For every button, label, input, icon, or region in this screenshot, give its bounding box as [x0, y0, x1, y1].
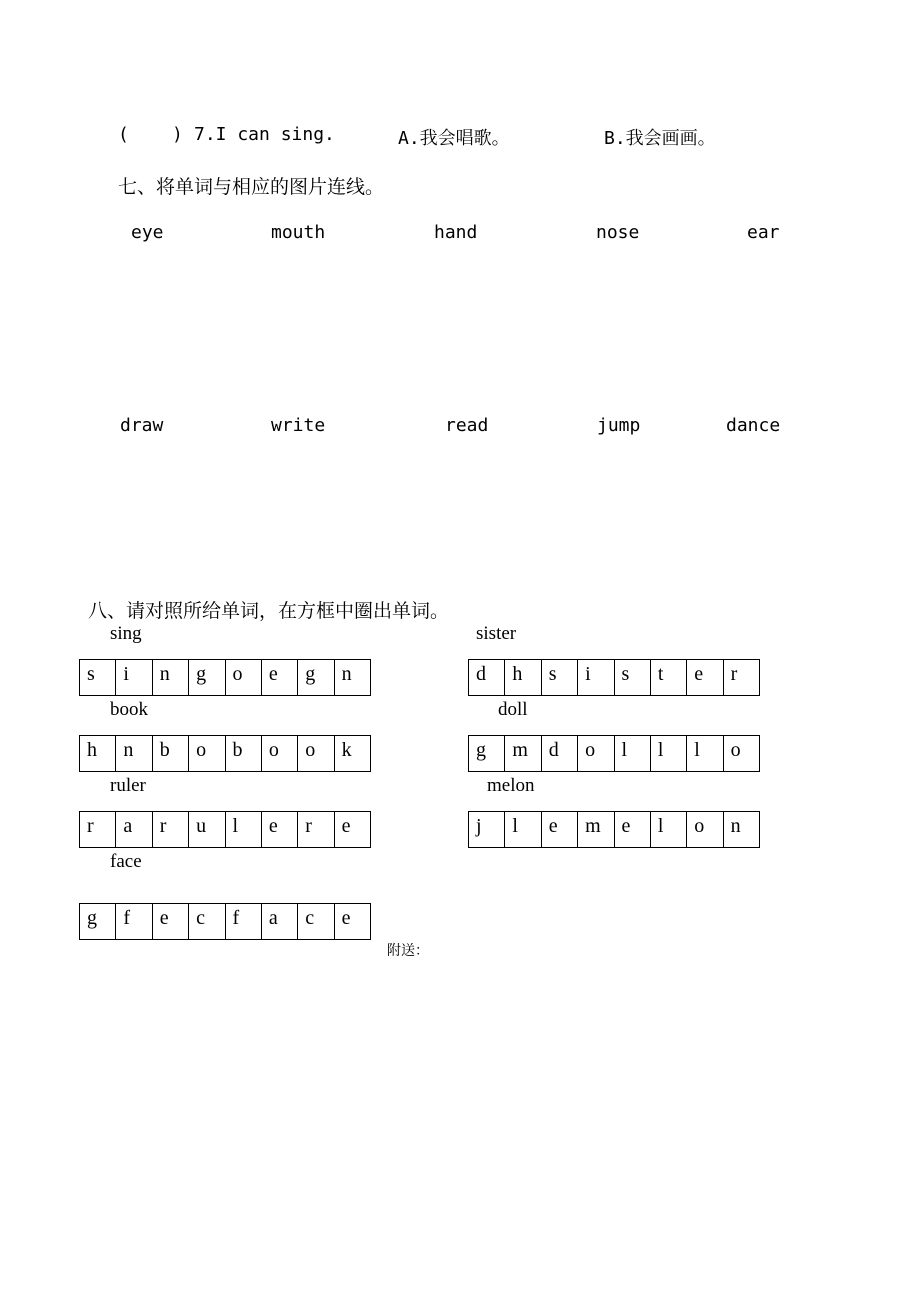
- grid-cell[interactable]: h: [80, 736, 116, 772]
- puzzle-word-sister: sister: [476, 623, 517, 644]
- grid-cell[interactable]: c: [298, 904, 334, 940]
- match-word-draw: draw: [120, 415, 164, 436]
- grid-cell[interactable]: e: [152, 904, 188, 940]
- grid-cell[interactable]: e: [261, 812, 297, 848]
- grid-cell[interactable]: f: [225, 904, 261, 940]
- grid-cell[interactable]: f: [116, 904, 152, 940]
- grid-cell[interactable]: s: [614, 660, 650, 696]
- question7-stem: 7.I can sing.: [194, 124, 335, 145]
- grid-cell[interactable]: o: [189, 736, 225, 772]
- grid-cell[interactable]: s: [80, 660, 116, 696]
- grid-cell[interactable]: l: [650, 812, 686, 848]
- grid-cell[interactable]: m: [578, 812, 614, 848]
- puzzle-word-doll: doll: [498, 699, 528, 720]
- letter-grid-ruler: [79, 811, 371, 848]
- answer-paren-open: (: [118, 124, 129, 145]
- grid-cell[interactable]: n: [152, 660, 188, 696]
- grid-cell[interactable]: e: [334, 812, 370, 848]
- match-word-hand: hand: [434, 222, 478, 243]
- question7-option-b: B.我会画画。: [604, 128, 716, 149]
- grid-cell[interactable]: n: [116, 736, 152, 772]
- match-word-nose: nose: [596, 222, 640, 243]
- match-word-read: read: [445, 415, 489, 436]
- grid-cell[interactable]: c: [189, 904, 225, 940]
- puzzle-word-face: face: [110, 851, 142, 872]
- match-word-eye: eye: [131, 222, 164, 243]
- grid-cell[interactable]: e: [541, 812, 577, 848]
- puzzle-word-ruler: ruler: [110, 775, 146, 796]
- grid-cell[interactable]: k: [334, 736, 370, 772]
- match-word-jump: jump: [597, 415, 641, 436]
- grid-cell[interactable]: o: [261, 736, 297, 772]
- grid-cell[interactable]: n: [334, 660, 370, 696]
- letter-grid-melon: [468, 811, 760, 848]
- grid-cell[interactable]: m: [505, 736, 541, 772]
- grid-cell[interactable]: e: [261, 660, 297, 696]
- grid-cell[interactable]: r: [80, 812, 116, 848]
- grid-cell[interactable]: g: [80, 904, 116, 940]
- letter-grid-doll: [468, 735, 760, 772]
- grid-cell[interactable]: a: [116, 812, 152, 848]
- footer-note: 附送：: [387, 943, 429, 959]
- grid-cell[interactable]: s: [541, 660, 577, 696]
- grid-cell[interactable]: h: [505, 660, 541, 696]
- match-word-write: write: [271, 415, 326, 436]
- grid-cell[interactable]: t: [650, 660, 686, 696]
- grid-cell[interactable]: g: [298, 660, 334, 696]
- grid-cell[interactable]: l: [614, 736, 650, 772]
- grid-cell[interactable]: b: [152, 736, 188, 772]
- puzzle-word-sing: sing: [110, 623, 142, 644]
- grid-cell[interactable]: e: [614, 812, 650, 848]
- grid-cell[interactable]: l: [687, 736, 723, 772]
- grid-cell[interactable]: g: [469, 736, 505, 772]
- grid-cell[interactable]: i: [578, 660, 614, 696]
- question7-option-a: A.我会唱歌。: [398, 128, 510, 149]
- grid-cell[interactable]: n: [723, 812, 759, 848]
- grid-cell[interactable]: e: [334, 904, 370, 940]
- grid-cell[interactable]: g: [189, 660, 225, 696]
- grid-cell[interactable]: l: [505, 812, 541, 848]
- section7-heading: 七、将单词与相应的图片连线。: [118, 176, 385, 198]
- grid-cell[interactable]: l: [650, 736, 686, 772]
- letter-grid-sing: [79, 659, 371, 696]
- grid-cell[interactable]: e: [687, 660, 723, 696]
- grid-cell[interactable]: i: [116, 660, 152, 696]
- letter-grid-face: [79, 903, 371, 940]
- grid-cell[interactable]: o: [298, 736, 334, 772]
- grid-cell[interactable]: o: [578, 736, 614, 772]
- grid-cell[interactable]: l: [225, 812, 261, 848]
- match-word-ear: ear: [747, 222, 780, 243]
- grid-cell[interactable]: o: [225, 660, 261, 696]
- puzzle-word-book: book: [110, 699, 148, 720]
- grid-cell[interactable]: o: [723, 736, 759, 772]
- puzzle-word-melon: melon: [487, 775, 535, 796]
- match-word-mouth: mouth: [271, 222, 326, 243]
- grid-cell[interactable]: d: [541, 736, 577, 772]
- answer-paren-close: ): [172, 124, 183, 145]
- grid-cell[interactable]: j: [469, 812, 505, 848]
- grid-cell[interactable]: r: [723, 660, 759, 696]
- grid-cell[interactable]: r: [152, 812, 188, 848]
- grid-cell[interactable]: o: [687, 812, 723, 848]
- grid-cell[interactable]: a: [261, 904, 297, 940]
- letter-grid-book: [79, 735, 371, 772]
- grid-cell[interactable]: u: [189, 812, 225, 848]
- grid-cell[interactable]: d: [469, 660, 505, 696]
- match-word-dance: dance: [726, 415, 781, 436]
- letter-grid-sister: [468, 659, 760, 696]
- grid-cell[interactable]: r: [298, 812, 334, 848]
- grid-cell[interactable]: b: [225, 736, 261, 772]
- section8-heading: 八、请对照所给单词，在方框中圈出单词。: [88, 600, 450, 622]
